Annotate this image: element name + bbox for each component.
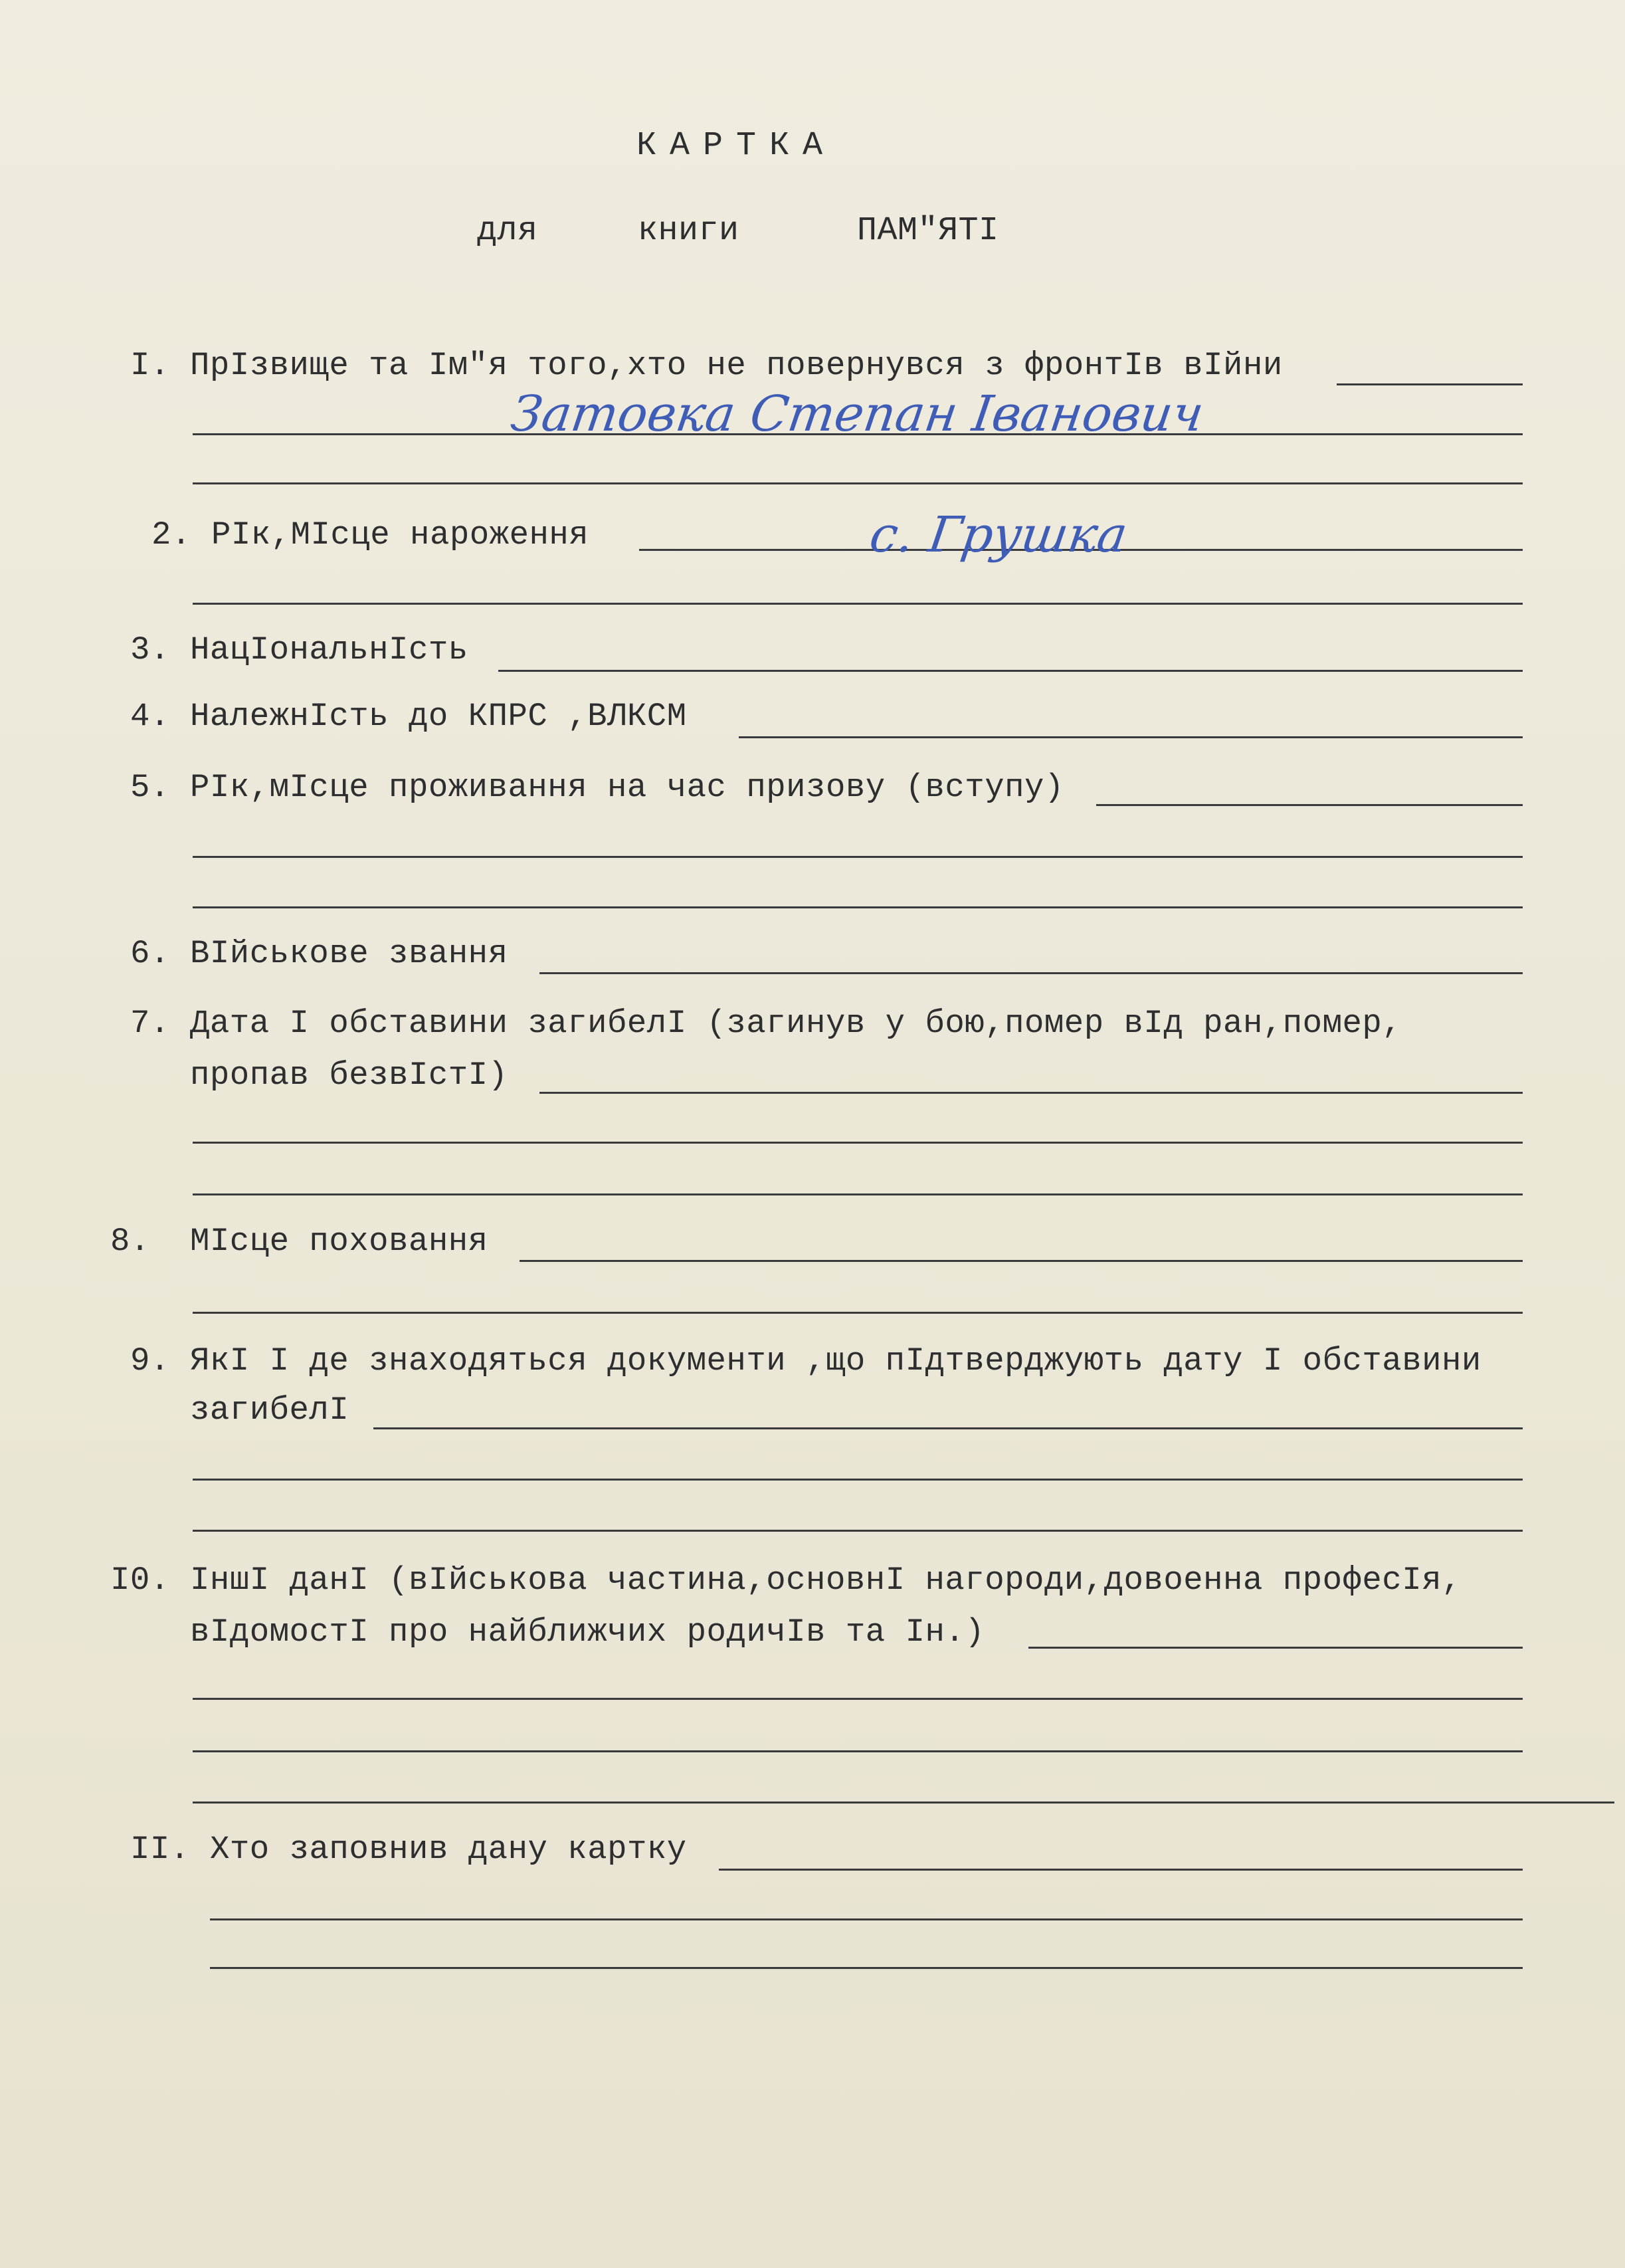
item-3-label: НацІональнІсть: [190, 631, 468, 669]
item-11-number: II.: [130, 1831, 190, 1868]
item-1-label: ПрІзвище та Ім"я того,хто не повернувся з фронтІв вІйни: [190, 347, 1283, 384]
item-3-number: 3.: [130, 631, 170, 669]
handwritten-birthplace: с. Грушка: [866, 506, 1131, 564]
item-8-label: МІсце поховання: [190, 1223, 488, 1260]
item-4-number: 4.: [130, 698, 170, 735]
item-8-number: 8.: [110, 1223, 150, 1260]
item-5-number: 5.: [130, 769, 170, 806]
item-7-label-line2: пропав безвІстІ): [190, 1057, 508, 1094]
card-title: КАРТКА: [636, 127, 836, 165]
item-11-line-c[interactable]: [210, 1967, 1523, 1969]
item-9-label-line2: загибелІ: [190, 1392, 349, 1429]
item-10-line-b[interactable]: [193, 1698, 1523, 1700]
item-2-label: РІк,МІсце нароження: [211, 516, 589, 554]
item-1-line-a[interactable]: [1337, 383, 1523, 385]
subtitle-word-3: ПАМ"ЯТІ: [857, 212, 999, 250]
item-11-label: Хто заповнив дану картку: [210, 1831, 687, 1868]
item-10-line-c[interactable]: [193, 1750, 1523, 1752]
item-2-line-b[interactable]: [193, 603, 1523, 605]
item-5-label: РІк,мІсце проживання на час призову (вступу): [190, 769, 1064, 806]
item-9-line-a[interactable]: [373, 1427, 1523, 1429]
item-10-line-a[interactable]: [1028, 1647, 1523, 1649]
item-10-label-line2: вІдомостІ про найближчих родичІв та Ін.): [190, 1613, 985, 1651]
subtitle-word-1: для: [477, 212, 538, 250]
item-3-line[interactable]: [498, 670, 1523, 672]
item-7-line-c[interactable]: [193, 1193, 1523, 1195]
item-11-line-b[interactable]: [210, 1918, 1523, 1920]
item-9-line-b[interactable]: [193, 1479, 1523, 1481]
item-6-label: ВІйськове звання: [190, 935, 508, 972]
item-5-line-b[interactable]: [193, 856, 1523, 858]
handwritten-full-name: Затовка Степан Іванович: [507, 385, 1207, 443]
item-4-line[interactable]: [739, 736, 1523, 738]
item-7-label-line1: Дата І обставини загибелІ (загинув у бою,помер вІд ран,помер,: [190, 1005, 1402, 1042]
item-8-line-a[interactable]: [520, 1260, 1523, 1262]
item-5-line-a[interactable]: [1096, 804, 1523, 806]
item-4-label: НалежнІсть до КПРС ,ВЛКСМ: [190, 698, 687, 735]
item-10-number: I0.: [110, 1562, 170, 1599]
item-5-line-c[interactable]: [193, 906, 1523, 908]
item-10-line-d[interactable]: [193, 1802, 1614, 1804]
item-6-line[interactable]: [539, 972, 1523, 974]
item-2-number: 2.: [151, 516, 191, 554]
item-8-line-b[interactable]: [193, 1312, 1523, 1314]
item-10-label-line1: ІншІ данІ (вІйськова частина,основнІ нагороди,довоенна професІя,: [190, 1562, 1462, 1599]
item-11-line-a[interactable]: [719, 1869, 1523, 1871]
item-9-label-line1: ЯкІ І де знаходяться документи ,що пІдтверджують дату І обставини: [190, 1342, 1482, 1380]
item-9-number: 9.: [130, 1342, 170, 1380]
card-subtitle: [0, 211, 1625, 251]
item-7-line-b[interactable]: [193, 1142, 1523, 1144]
subtitle-word-2: книги: [638, 212, 739, 250]
item-1-number: I.: [130, 347, 170, 384]
item-1-line-c[interactable]: [193, 482, 1523, 484]
item-7-line-a[interactable]: [539, 1092, 1523, 1094]
item-9-line-c[interactable]: [193, 1530, 1523, 1532]
item-6-number: 6.: [130, 935, 170, 972]
item-7-number: 7.: [130, 1005, 170, 1042]
